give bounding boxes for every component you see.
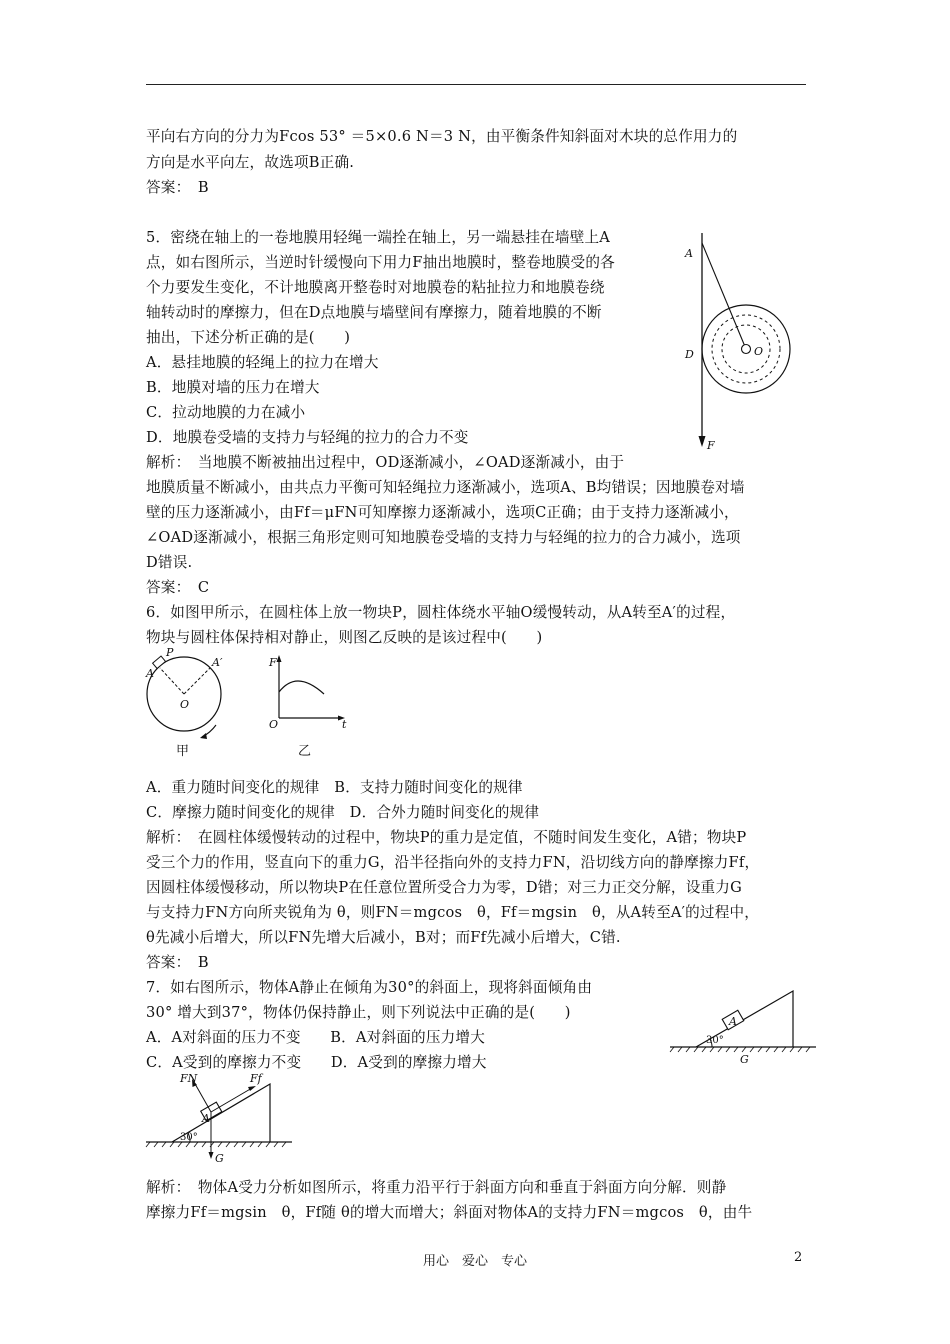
block-p xyxy=(153,656,166,668)
y-axis-arrow xyxy=(277,655,282,662)
analysis-line: 受三个力的作用，竖直向下的重力G，沿半径指向外的支持力FN，沿切线方向的静摩擦力Ff， xyxy=(146,854,760,871)
label-f: F xyxy=(269,656,277,669)
angle-label: 30° xyxy=(180,1132,198,1143)
analysis-line: 与支持力FN方向所夹锐角为 θ，则FN＝mgcos θ，Ff＝mgsin θ，从A转至A′的过程中， xyxy=(146,904,760,921)
question-7-line: 30° 增大到37°，物体仍保持静止，则下列说法中正确的是( ) xyxy=(146,1004,571,1021)
question-5-line: 5．密绕在轴上的一卷地膜用轻绳一端拴在轴上，另一端悬挂在墙壁上A xyxy=(146,229,611,246)
label-ff: Ff xyxy=(250,1072,262,1085)
label-a-prime: A′ xyxy=(212,656,223,669)
analysis-line: θ先减小后增大，所以FN先增大后减小，B对；而Ff先减小后增大，C错. xyxy=(146,929,621,946)
label-d: D xyxy=(685,348,694,361)
answer-line: 答案： B xyxy=(146,179,209,196)
option-cd: C．摩擦力随时间变化的规律 D．合外力随时间变化的规律 xyxy=(146,804,540,821)
angle-label: 30° xyxy=(706,1035,724,1046)
cylinder-figure xyxy=(140,645,250,760)
label-p: P xyxy=(166,646,174,659)
rotation-arrow xyxy=(200,733,207,739)
option-ab: A．A对斜面的压力不变 B．A对斜面的压力增大 xyxy=(146,1029,486,1046)
option-cd: C．A受到的摩擦力不变 D．A受到的摩擦力增大 xyxy=(146,1054,487,1071)
ground-hatch xyxy=(146,1142,286,1147)
option-ab: A．重力随时间变化的规律 B．支持力随时间变化的规律 xyxy=(146,779,523,796)
analysis-line: 解析： 在圆柱体缓慢转动的过程中，物块P的重力是定值，不随时间发生变化，A错；物块P xyxy=(146,829,747,846)
option-d: D．地膜卷受墙的支持力与轻绳的拉力的合力不变 xyxy=(146,429,469,446)
label-f: F xyxy=(707,439,715,452)
label-a: A xyxy=(729,1015,737,1028)
question-5-line: 点，如右图所示，当逆时针缓慢向下用力F抽出地膜时，整卷地膜受的各 xyxy=(146,254,615,271)
force-analysis-figure xyxy=(142,1070,302,1170)
analysis-line: 摩擦力Ff＝mgsin θ，Ff随 θ的增大而增大；斜面对物体A的支持力FN＝mgcos θ，由牛 xyxy=(146,1204,753,1221)
radius-oa2 xyxy=(184,668,210,694)
ground-hatch xyxy=(670,1047,810,1052)
label-o: O xyxy=(754,345,764,358)
analysis-line: D错误. xyxy=(146,554,193,571)
label-o: O xyxy=(180,698,190,711)
label-t: t xyxy=(342,718,347,731)
label-o: O xyxy=(269,718,279,731)
question-6-line: 物块与圆柱体保持相对静止，则图乙反映的是该过程中( ) xyxy=(146,629,543,646)
force-time-graph xyxy=(262,650,352,760)
gravity-arrow xyxy=(209,1152,214,1159)
label-a: A xyxy=(202,1112,210,1125)
label-a: A xyxy=(146,667,154,680)
text-line: 方向是水平向左，故选项B正确. xyxy=(146,154,355,171)
analysis-line: 地膜质量不断减小，由共点力平衡可知轻绳拉力逐渐减小，选项A、B均错误；因地膜卷对墙 xyxy=(146,479,745,496)
question-5-line: 抽出，下述分析正确的是( ) xyxy=(146,329,351,346)
analysis-line: 因圆柱体缓慢移动，所以物块P在任意位置所受合力为零，D错；对三力正交分解，设重力G xyxy=(146,879,742,896)
question-7-line: 7．如右图所示，物体A静止在倾角为30°的斜面上，现将斜面倾角由 xyxy=(146,979,593,996)
page-number: 2 xyxy=(794,1250,803,1265)
caption-jia: 甲 xyxy=(176,744,190,759)
label-g: G xyxy=(740,1053,749,1066)
question-5-line: 个力要发生变化，不计地膜离开整卷时对地膜卷的粘扯拉力和地膜卷绕 xyxy=(146,279,605,296)
answer-line: 答案： B xyxy=(146,954,209,971)
axle-point xyxy=(742,345,751,354)
label-a: A xyxy=(685,247,693,260)
force-curve xyxy=(279,681,324,694)
page-footer: 用心 爱心 专心 xyxy=(422,1254,527,1269)
normal-force-line xyxy=(194,1082,211,1112)
question-5-line: 轴转动时的摩擦力，但在D点地膜与墙壁间有摩擦力，随着地膜的不断 xyxy=(146,304,602,321)
film-roll-figure xyxy=(680,225,790,455)
friction-force-line xyxy=(211,1088,252,1112)
label-fn: FN xyxy=(180,1072,198,1085)
rope-line xyxy=(702,243,746,349)
header-rule xyxy=(146,84,806,85)
incline-figure xyxy=(668,975,818,1065)
option-a: A．悬挂地膜的轻绳上的拉力在增大 xyxy=(146,354,379,371)
radius-oa xyxy=(160,668,184,694)
caption-yi: 乙 xyxy=(298,744,312,759)
answer-line: 答案： C xyxy=(146,579,210,596)
analysis-line: 解析： 当地膜不断被抽出过程中，OD逐渐减小，∠OAD逐渐减小，由于 xyxy=(146,454,625,471)
label-g: G xyxy=(215,1152,224,1165)
analysis-line: 解析： 物体A受力分析如图所示，将重力沿平行于斜面方向和垂直于斜面方向分解．则静 xyxy=(146,1179,727,1196)
question-6-line: 6．如图甲所示，在圆柱体上放一物块P，圆柱体绕水平轴O缓慢转动，从A转至A′的过程， xyxy=(146,604,736,621)
force-f-arrow xyxy=(699,436,706,447)
text-line: 平向右方向的分力为Fcos 53° ＝5×0.6 N＝3 N，由平衡条件知斜面对木块的总作用力的 xyxy=(146,128,738,145)
option-b: B．地膜对墙的压力在增大 xyxy=(146,379,320,396)
option-c: C．拉动地膜的力在减小 xyxy=(146,404,306,421)
analysis-line: ∠OAD逐渐减小，根据三角形定则可知地膜卷受墙的支持力与轻绳的拉力的合力减小，选项 xyxy=(146,529,741,546)
analysis-line: 壁的压力逐渐减小，由Ff＝μFN可知摩擦力逐渐减小，选项C正确；由于支持力逐渐减小， xyxy=(146,504,739,521)
friction-force-arrow xyxy=(248,1086,256,1091)
